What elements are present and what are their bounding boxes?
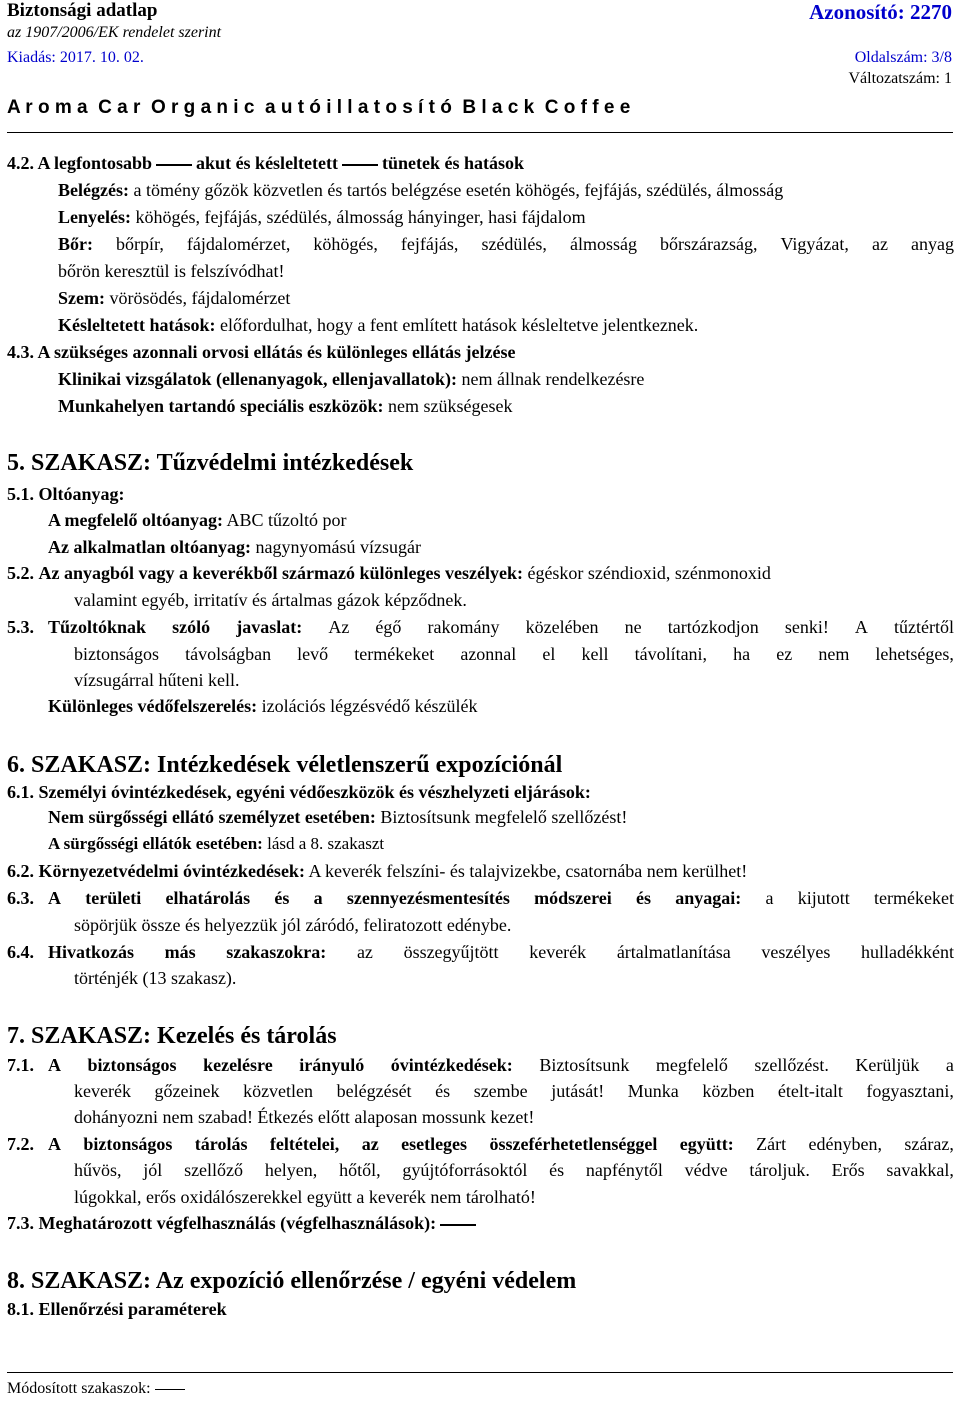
header-divider <box>7 132 953 133</box>
skin-line-2: bőrön keresztül is felszívódhat! <box>58 261 285 281</box>
clinical-tests-line: Klinikai vizsgálatok (ellenanyagok, ellenjavallatok): nem állnak rendelkezésre <box>58 369 645 389</box>
section-7-1-line-1: A biztonságos kezelésre irányuló óvintézkedések: Biztosítsunk megfelelő szellőzést. Kerüljük a <box>48 1055 954 1075</box>
section-6-3-line-2: söpörjük össze és helyezzük jól záródó, feliratozott edénybe. <box>74 915 512 935</box>
section-5-3-num: 5.3. <box>7 617 34 637</box>
section-6-1-title: 6.1. Személyi óvintézkedések, egyéni védőeszközök és vészhelyzeti eljárások: <box>7 782 591 802</box>
non-emergency-line: Nem sürgősségi ellátó személyzet esetében: Biztosítsunk megfelelő szellőzést! <box>48 807 628 827</box>
section-8-1-title: 8.1. Ellenőrzési paraméterek <box>7 1299 227 1319</box>
section-5-1-title: 5.1. Oltóanyag: <box>7 484 125 504</box>
eye-line: Szem: vörösödés, fájdalomérzet <box>58 288 291 308</box>
page-number: Oldalszám: 3/8 <box>854 49 952 66</box>
product-name: A r o m a C a r O r g a n i c a u t ó i l l a t o s í t ó B l a c k C o f f e e <box>7 97 631 118</box>
inhalation-line: Belégzés: a tömény gőzök közvetlen és tartós belégzése esetén köhögés, fejfájás, szédülés, álmosság <box>58 180 784 200</box>
section-5-3-line-2: biztonságos távolságban levő termékeket azonnal el kell távolítani, ha ez nem lehetséges, <box>74 644 954 664</box>
regulation-note: az 1907/2006/EK rendelet szerint <box>7 24 222 41</box>
section-5-2-line-2: valamint egyéb, irritatív és ártalmas gázok képződnek. <box>74 590 467 610</box>
workplace-equipment-line: Munkahelyen tartandó speciális eszközök: nem szükségesek <box>58 396 513 416</box>
em-dash <box>342 164 378 166</box>
em-dash <box>440 1224 476 1226</box>
section-6-4-num: 6.4. <box>7 942 34 962</box>
section-7-2-line-1: A biztonságos tárolás feltételei, az esetleges összeférhetetlenséggel együtt: Zárt edényben, száraz, <box>48 1134 954 1154</box>
section-8-heading: 8. SZAKASZ: Az expozíció ellenőrzése / egyéni védelem <box>7 1268 577 1294</box>
section-7-2-line-2: hűvös, jól szellőző helyen, hőtől, gyújtóforrásoktól és napfénytől védve tároljuk. Erős savakkal, <box>74 1160 954 1180</box>
document-id: Azonosító: 2270 <box>809 0 952 24</box>
section-7-1-line-2: keverék gőzeinek közvetlen belégzését és szembe jutását! Munka közben ételt-italt fogyasztani, <box>74 1081 954 1101</box>
section-6-4-line-1: Hivatkozás más szakaszokra: az összegyűjtött keverék ártalmatlanítása veszélyes hulladékként <box>48 942 954 962</box>
em-dash <box>156 164 192 166</box>
em-dash <box>155 1389 185 1390</box>
section-4-3-title: 4.3. A szükséges azonnali orvosi ellátás és különleges ellátás jelzése <box>7 342 516 362</box>
section-7-2-line-3: lúgokkal, erős oxidálószerekkel együtt a keverék nem tárolható! <box>74 1187 536 1207</box>
section-6-4-line-2: történjék (13 szakasz). <box>74 968 237 988</box>
issue-date: Kiadás: 2017. 10. 02. <box>7 49 144 66</box>
suitable-extinguisher-line: A megfelelő oltóanyag: ABC tűzoltó por <box>48 510 347 530</box>
section-7-3-line: 7.3. Meghatározott végfelhasználás (végfelhasználások): <box>7 1213 480 1234</box>
section-7-2-num: 7.2. <box>7 1134 34 1154</box>
delayed-effects-line: Késleltetett hatások: előfordulhat, hogy a fent említett hatások késleltetve jelentkeznek. <box>58 315 699 335</box>
section-6-2-line: 6.2. Környezetvédelmi óvintézkedések: A keverék felszíni- és talajvizekbe, csatornába nem kerülhet! <box>7 861 748 881</box>
section-7-1-line-3: dohányozni nem szabad! Étkezés előtt alaposan mossunk kezet! <box>74 1107 535 1127</box>
ingestion-line: Lenyelés: köhögés, fejfájás, szédülés, álmosság hányinger, hasi fájdalom <box>58 207 586 227</box>
document-title: Biztonsági adatlap <box>7 0 158 21</box>
footer-divider <box>7 1372 953 1373</box>
section-7-heading: 7. SZAKASZ: Kezelés és tárolás <box>7 1023 337 1049</box>
emergency-line: A sürgősségi ellátók esetében: lásd a 8. szakaszt <box>48 834 385 853</box>
section-5-3-line-1: Tűzoltóknak szóló javaslat: Az égő rakomány közelében ne tartózkodjon senki! A tűztértől <box>48 617 954 637</box>
section-5-heading: 5. SZAKASZ: Tűzvédelmi intézkedések <box>7 450 414 476</box>
section-6-heading: 6. SZAKASZ: Intézkedések véletlenszerű expozíciónál <box>7 752 563 778</box>
skin-line: Bőr: bőrpír, fájdalomérzet, köhögés, fejfájás, szédülés, álmosság bőrszárazság, Vigyázat, az anyag <box>58 234 954 254</box>
modified-sections: Módosított szakaszok: <box>7 1380 189 1398</box>
section-6-3-num: 6.3. <box>7 888 34 908</box>
section-5-3-line-3: vízsugárral hűteni kell. <box>74 670 240 690</box>
section-6-3-line-1: A területi elhatárolás és a szennyezésmentesítés módszerei és anyagai: a kijutott termékeket <box>48 888 954 908</box>
version-number: Változatszám: 1 <box>848 70 952 87</box>
protective-equipment-line: Különleges védőfelszerelés: izolációs légzésvédő készülék <box>48 696 478 716</box>
section-5-2-line: 5.2. Az anyagból vagy a keverékből származó különleges veszélyek: égéskor széndioxid, szénmonoxid <box>7 563 771 583</box>
unsuitable-extinguisher-line: Az alkalmatlan oltóanyag: nagynyomású vízsugár <box>48 537 421 557</box>
section-7-1-num: 7.1. <box>7 1055 34 1075</box>
section-4-2-title: 4.2. A legfontosabb akut és késleltetett tünetek és hatások <box>7 153 525 173</box>
